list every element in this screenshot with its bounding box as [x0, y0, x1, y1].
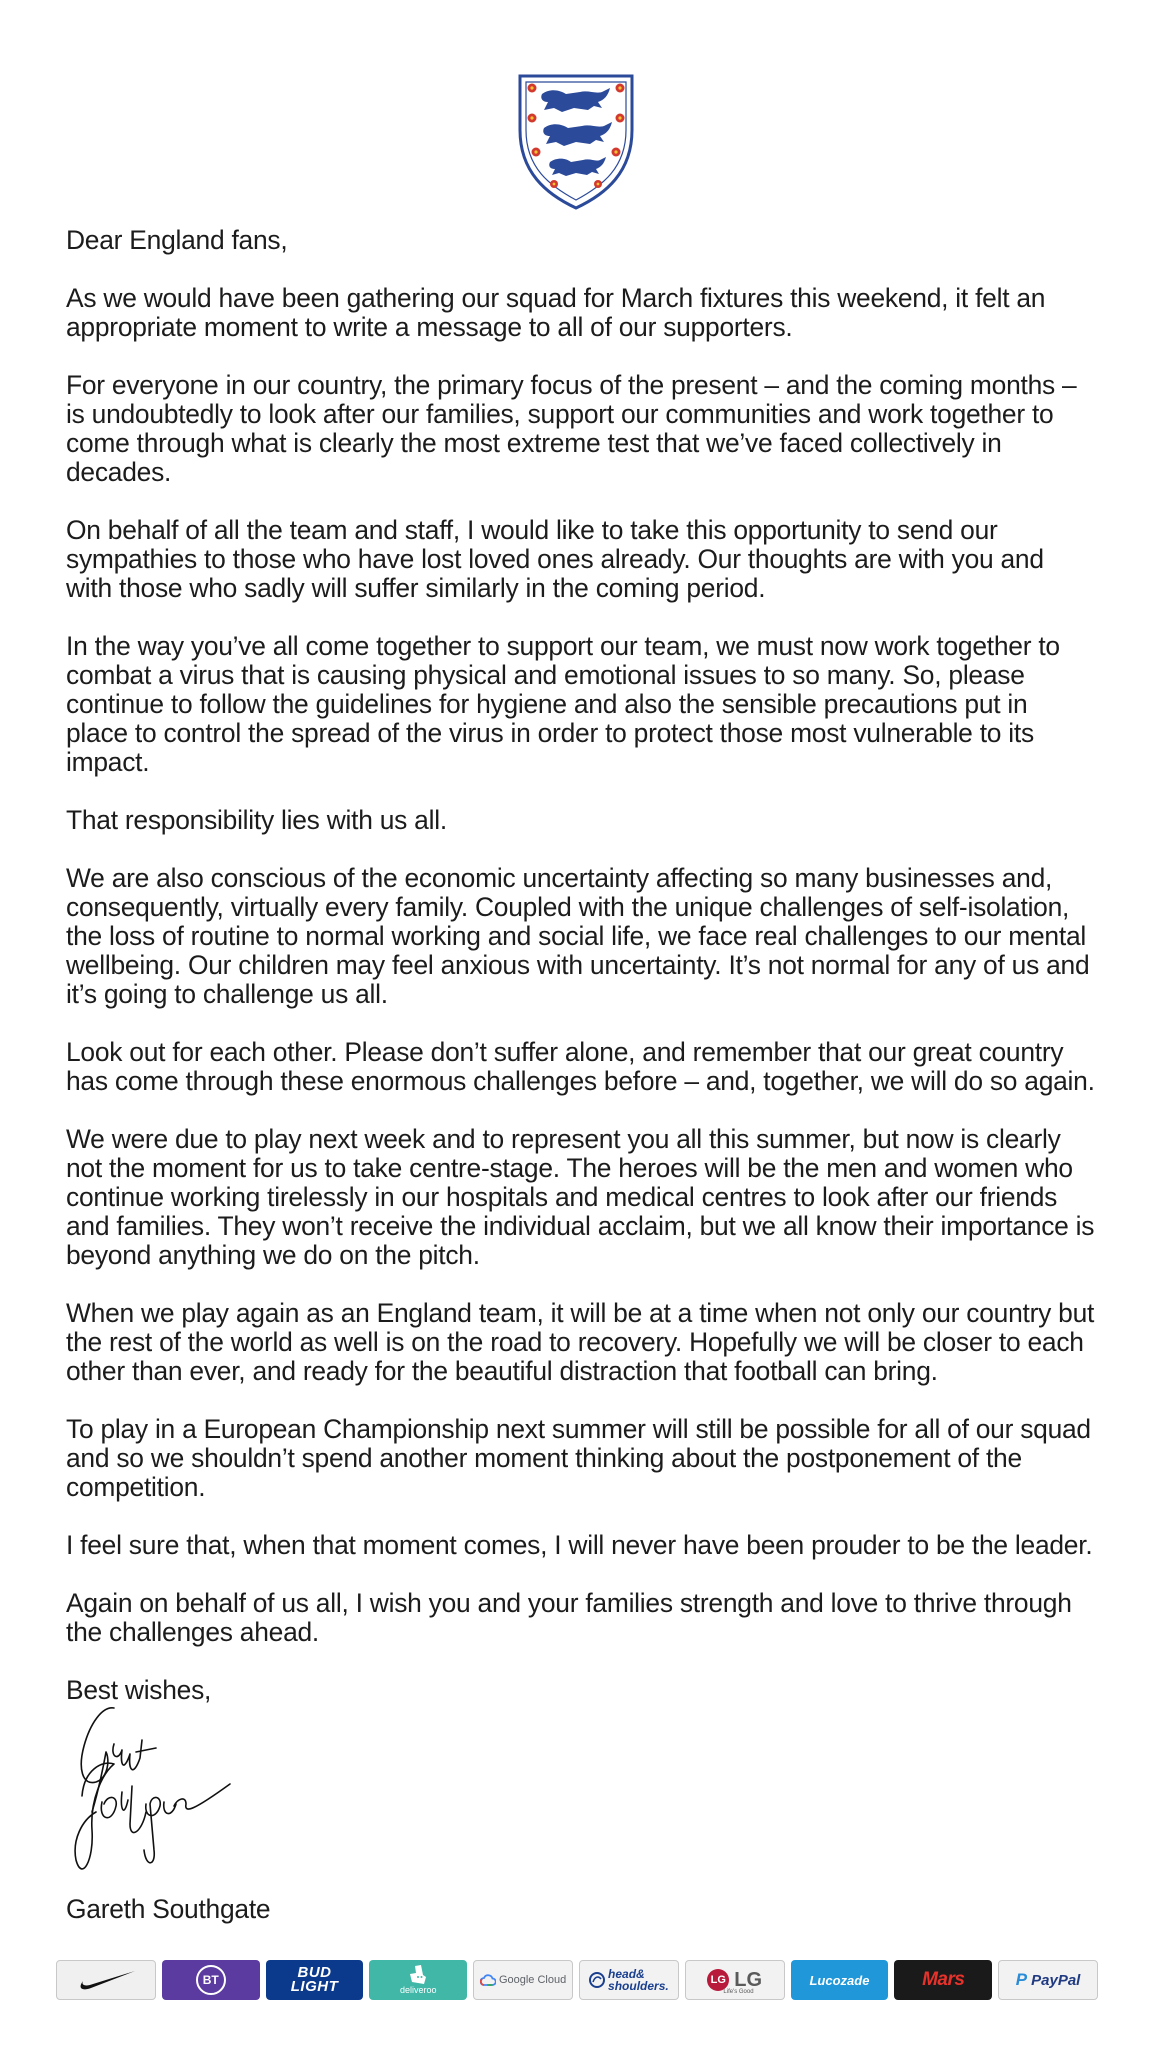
handwritten-signature — [62, 1700, 242, 1890]
sponsor-mars — [894, 1960, 992, 2000]
sponsor-bt — [162, 1960, 260, 2000]
paypal-icon: P — [1015, 1970, 1028, 1989]
paragraph: Look out for each other. Please don’t suffer alone, and remember that our great country has come through these enormous challenges before – and, together, we will do so again. — [66, 1037, 1095, 1096]
sponsor-nike — [56, 1960, 156, 2000]
paragraph: As we would have been gathering our squad for March fixtures this weekend, it felt an appropriate moment to write a message to all of our supporters. — [66, 283, 1046, 342]
signoff: Best wishes, — [66, 1675, 212, 1705]
salutation: Dear England fans, — [66, 225, 288, 255]
paypal-label: PayPal — [1031, 1971, 1081, 1989]
sponsor-bar — [56, 1960, 1098, 2002]
letter-body — [66, 226, 1096, 1705]
lg-label: LG — [734, 1968, 763, 1991]
paragraph: I feel sure that, when that moment comes, I will never have been prouder to be the leader. — [66, 1530, 1093, 1560]
bud-light-line1: BUD — [297, 1964, 332, 1981]
paragraph: On behalf of all the team and staff, I would like to take this opportunity to send our sympathies to those who have lost loved ones already. Our thoughts are with you and with those who sadly will suffer similarly in the coming period. — [66, 515, 1044, 603]
paragraph: For everyone in our country, the primary focus of the present – and the coming months – is undoubtedly to look after our families, support our communities and work together to come through what is clearly the most extreme test that we’ve faced collectively in decades. — [66, 370, 1077, 487]
sponsor-lg — [685, 1960, 785, 2000]
mars-label: Mars — [922, 1969, 965, 1990]
google-cloud-icon — [480, 1974, 496, 1986]
sponsor-lucozade — [791, 1960, 889, 2000]
sponsor-google-cloud — [473, 1960, 573, 2000]
england-crest-icon — [514, 72, 638, 212]
sponsor-bud-light — [266, 1960, 364, 2000]
hs-line2: shoulders. — [608, 1979, 669, 1993]
paragraph: We are also conscious of the economic uncertainty affecting so many businesses and, consequently, virtually every family. Coupled with the unique challenges of self-isolation, the loss of routine to normal working and social life, we face real challenges to our mental wellbeing. Our children may feel anxious with uncertainty. It’s not normal for any of us and it’s going to challenge us all. — [66, 863, 1090, 1009]
head-shoulders-icon — [589, 1972, 605, 1988]
lg-tagline: Life's Good — [723, 1989, 754, 1995]
paragraph: To play in a European Championship next summer will still be possible for all of our squad and so we shouldn’t spend another moment thinking about the postponement of the competition. — [66, 1414, 1091, 1502]
signatory-name: Gareth Southgate — [66, 1894, 271, 1924]
lucozade-label: Lucozade — [809, 1972, 870, 1988]
paragraph: Again on behalf of us all, I wish you and your families strength and love to thrive through the challenges ahead. — [66, 1588, 1072, 1647]
paragraph: When we play again as an England team, it will be at a time when not only our country but the rest of the world as well is on the road to recovery. Hopefully we will be closer to each other than ever, and ready for the beautiful distraction that football can bring. — [66, 1298, 1095, 1386]
sponsor-head-and-shoulders — [579, 1960, 679, 2000]
sponsor-deliveroo — [369, 1960, 467, 2000]
paragraph: In the way you’ve all come together to support our team, we must now work together to combat a virus that is causing physical and emotional issues to so many. So, please continue to follow the guidelines for hygiene and also the sensible precautions put in place to control the spread of the virus in order to protect those most vulnerable to its impact. — [66, 631, 1060, 777]
lg-face-icon: LG — [707, 1969, 729, 1991]
deliveroo-kangaroo-icon — [409, 1965, 427, 1985]
google-cloud-label: Google Cloud — [498, 1974, 567, 1986]
nike-swoosh-icon — [75, 1969, 137, 1991]
bt-logo: BT — [196, 1965, 226, 1995]
bud-light-line2: LIGHT — [290, 1978, 339, 1995]
sponsor-paypal — [998, 1960, 1098, 2000]
paragraph: That responsibility lies with us all. — [66, 805, 447, 835]
paragraph: We were due to play next week and to represent you all this summer, but now is clearly not the moment for us to take centre-stage. The heroes will be the men and women who continue working tirelessly in our hospitals and medical centres to look after our friends and families. They won’t receive the individual acclaim, but we all know their importance is beyond anything we do on the pitch. — [66, 1124, 1095, 1270]
deliveroo-label: deliveroo — [400, 1985, 437, 1995]
hs-line1: head& — [608, 1967, 645, 1981]
